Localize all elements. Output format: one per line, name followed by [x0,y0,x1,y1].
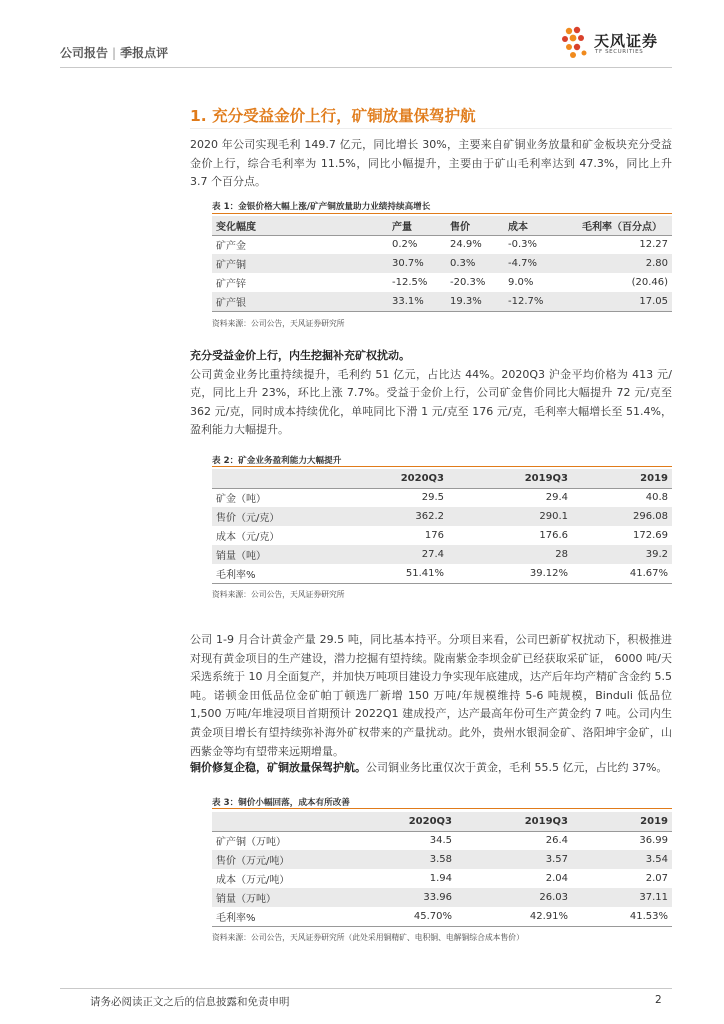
table-cell: 290.1 [448,507,572,526]
page-header [60,0,672,72]
table-cell: 28 [448,545,572,564]
table-cell: 17.05 [578,292,672,311]
table-header-cell: 变化幅度 [212,216,388,235]
table-cell: 销量（万吨） [212,888,364,907]
header-divider [60,67,672,68]
production-paragraph: 公司 1-9 月合计黄金产量 29.5 吨，同比基本持平。分项目来看，公司巴新矿权扰动下，积极推进对现有黄金项目的生产建设，潜力挖掘有望持续。陇南紫金李坝金矿已经获取采矿证， 6000 吨/天采选系统于 10 月全面复产，并加快万吨项目建设力争实现年底建成，达产后年均产精矿含金约 5.5 吨。诺顿金田低品位金矿帕丁顿选厂新增 150 万吨/年规模维持 5-6 吨规模，Binduli 低品位 1,500 万吨/年堆浸项目首期预计 2022Q1 建成投产，达产最高年份可生产黄金约 7 吨。公司内生黄金项目增长有望持续弥补海外矿权带来的产量扰动。此外，贵州水银洞金矿、洛阳坤宇金矿，山西紫金等均有望带来远期增量。 [190,633,672,758]
table-row [212,888,672,907]
footer-disclaimer: 请务必阅读正文之后的信息披露和免责申明 [90,996,290,1008]
table-cell: 33.1% [388,292,446,311]
table-cell: 296.08 [572,507,672,526]
gold-profitability-table [212,469,672,584]
table-row [212,488,672,507]
table2-header-row [212,469,672,488]
table3-source: 资料来源：公司公告，天风证券研究所（此处采用铜精矿、电积铜、电解铜综合成本售价） [212,933,524,942]
table1-title: 表 1：金银价格大幅上涨/矿产铜放量助力业绩持续高增长 [212,202,431,212]
table-cell: 40.8 [645,492,668,504]
report-category [60,44,168,61]
table-cell: 成本（万元/吨） [216,875,290,886]
table-header-cell: 2020Q3 [364,812,456,831]
table2-title-rule [212,466,672,467]
table-header-cell: 成本 [504,216,578,235]
table-cell: 矿产锌 [216,279,246,290]
section-title-underline [190,128,672,129]
table-row [212,235,672,254]
logo-chinese-name: 天风证券 [594,32,659,50]
table-cell: 销量（吨） [212,545,364,564]
intro-paragraph: 2020 年公司实现毛利 149.7 亿元，同比增长 30%，主要来自矿铜业务放量和矿金板块充分受益金价上行，综合毛利率为 11.5%，同比小幅提升，主要由于矿山毛利率达到 47.3%，同比上升 3.7 个百分点。 [190,138,672,189]
table-cell: 矿金（吨） [216,494,266,506]
table3-title: 表 3：铜价小幅回落，成本有所改善 [212,798,350,808]
table-cell: -4.7% [504,254,578,273]
table-cell: 成本（元/克） [216,532,280,543]
table-row [212,273,672,292]
gold-paragraph [190,347,672,440]
gold-heading: 充分受益金价上行，内生挖掘补充矿权扰动。 [190,349,410,362]
table-cell: 26.4 [545,835,568,847]
report-type-label: 季报点评 [120,46,169,60]
table-header-cell: 2020Q3 [364,469,448,488]
section-title: 1. 充分受益金价上行，矿铜放量保驾护航 [190,107,476,125]
table-cell: 176.6 [539,530,568,541]
category-label: 公司报告 [60,46,109,60]
gold-text: 公司黄金业务比重持续提升，毛利约 51 亿元，占比达 44%。2020Q3 沪金平均价格为 413 元/克，同比上升 23%，环比上涨 7.7%。受益于金价上行，公司矿金售价同比大幅提升 72 元/克至 362 元/克，同时成本持续优化，单吨同比下滑 1 元/克至 176 元/克，毛利率大幅增长至 51.4%，盈利能力大幅提升。 [190,367,672,437]
table-cell: 41.53% [572,907,672,926]
table-header-cell: 售价 [446,216,504,235]
table-cell: -12.7% [504,292,578,311]
gold-silver-price-table [212,216,672,312]
table-cell: -12.5% [392,277,428,288]
table-header-cell: 产量 [388,216,446,235]
table2-source: 资料来源：公司公告，天风证券研究所 [212,590,345,599]
table-cell: 0.2% [392,239,418,251]
page-number: 2 [655,994,662,1006]
table-row [212,526,672,545]
table-cell: 2.07 [645,873,668,884]
table-cell: 3.58 [364,850,456,869]
table-cell: 51.41% [364,564,448,583]
table-cell: 39.2 [572,545,672,564]
table-cell: 176 [424,530,444,541]
table-cell: 9.0% [508,277,534,288]
table-cell: 毛利率% [212,907,364,926]
table-header-cell: 毛利率（百分点） [578,216,672,235]
table-row [212,831,672,850]
table-cell: 39.12% [448,564,572,583]
table-cell: 矿产银 [212,292,388,311]
table-row [212,907,672,926]
table1-title-rule [212,213,672,214]
table-header-cell [212,469,364,488]
header-separator: | [112,46,117,60]
table-cell: 2.80 [578,254,672,273]
table-cell: 29.4 [545,492,568,504]
table-cell: 3.54 [572,850,672,869]
table-cell: 矿产金 [216,241,246,253]
table-row [212,850,672,869]
table2-title: 表 2：矿金业务盈利能力大幅提升 [212,456,342,466]
logo-english-name: TF SECURITIES [595,49,644,55]
table-cell: 42.91% [456,907,572,926]
table-header-cell: 2019 [572,469,672,488]
table-row [212,254,672,273]
table3-header-row [212,812,672,831]
table-cell: 售价（万元/吨） [212,850,364,869]
copper-text: 公司铜业务比重仅次于黄金，毛利 55.5 亿元，占比约 37%。 [366,761,668,774]
table-cell: (20.46) [631,277,668,288]
table-cell: 30.7% [388,254,446,273]
table-cell: 36.99 [639,835,668,847]
copper-paragraph [190,759,672,778]
table-header-cell: 2019Q3 [448,469,572,488]
table-cell: 3.57 [456,850,572,869]
table3-title-rule [212,808,672,809]
table-cell: 1.94 [429,873,452,884]
table-cell: 24.9% [450,239,482,251]
table-cell: 37.11 [572,888,672,907]
tf-securities-logo [560,26,672,62]
table-header-cell: 2019 [572,812,672,831]
table1-source: 资料来源：公司公告，天风证券研究所 [212,319,345,328]
table-cell: 29.5 [421,492,444,504]
table-cell: 2.04 [545,873,568,884]
table-cell: 毛利率% [212,564,364,583]
table-cell: 19.3% [446,292,504,311]
table-cell: 41.67% [572,564,672,583]
copper-heading: 铜价修复企稳，矿铜放量保驾护航。 [190,761,366,774]
table-cell: 362.2 [364,507,448,526]
table-cell: 12.27 [639,239,668,251]
copper-price-table [212,812,672,927]
table-row [212,564,672,583]
table-cell: -0.3% [508,239,538,251]
table-cell: 26.03 [456,888,572,907]
table-cell: 矿产铜（万吨） [216,837,286,849]
table-cell: 矿产铜 [212,254,388,273]
table-header-cell: 2019Q3 [456,812,572,831]
table-row [212,292,672,311]
table-cell: 27.4 [364,545,448,564]
table-cell: 33.96 [364,888,456,907]
table-cell: 172.69 [633,530,668,541]
footer-divider [60,988,672,989]
table-cell: -20.3% [450,277,486,288]
table-cell: 0.3% [446,254,504,273]
table-row [212,507,672,526]
logo-mark-icon [560,26,592,60]
table-cell: 售价（元/克） [212,507,364,526]
table-header-cell [212,812,364,831]
table1-header-row [212,216,672,235]
table-cell: 34.5 [429,835,452,847]
table-row [212,869,672,888]
table-row [212,545,672,564]
table-cell: 45.70% [364,907,456,926]
